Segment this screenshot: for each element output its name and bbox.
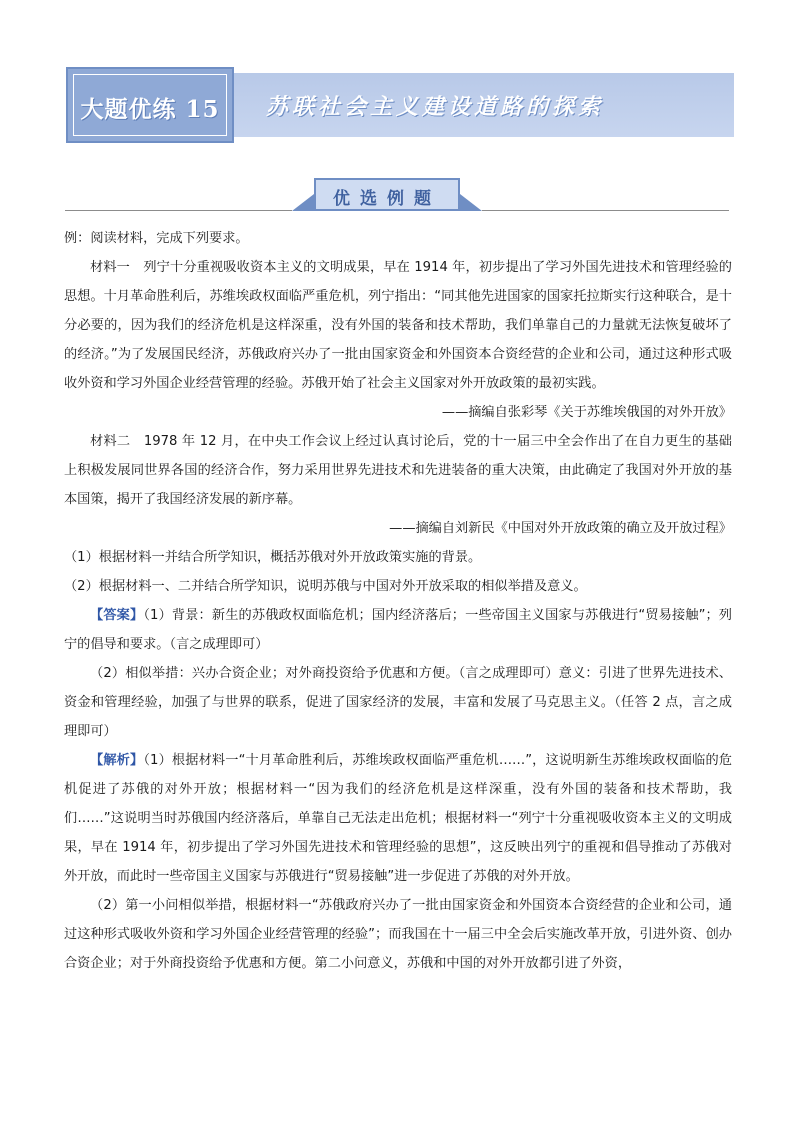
analysis-two: （2）第一小问相似举措，根据材料一“苏俄政府兴办了一批由国家资金和外国资本合资经营的企业和公司，通过这种形式吸收外资和学习外国企业经营管理的经验”；而我国在十一届三中全会后实施改革开放，引进外资、创办合资企业；对于外商投资给予优惠和方便。第二小问意义，苏俄和中国的对外开放都引进了外资， xyxy=(64,898,732,971)
answer-one-paragraph xyxy=(64,601,732,659)
question-one: （1）根据材料一并结合所学知识，概括苏俄对外开放政策实施的背景。 xyxy=(64,550,482,565)
section-title-box xyxy=(314,178,460,211)
source-one: ——摘编自张彩琴《关于苏维埃俄国的对外开放》 xyxy=(441,405,732,420)
analysis-one: （1）根据材料一“十月革命胜利后，苏维埃政权面临严重危机……”，这说明新生苏维埃政权面临的危机促进了苏俄的对外开放；根据材料一“因为我们的经济危机是这样深重，没有外国的装备和技术帮助，我们……”这说明当时苏俄国内经济落后，单靠自己无法走出危机；根据材料一“列宁十分重视吸收资本主义的文明成果，早在 1914 年，初步提出了学习外国先进技术和管理经验的思想”，这反映出列宁的重视和倡导推动了苏俄对外开放，而此时一些帝国主义国家与苏俄进行“贸易接触”进一步促进了苏俄的对外开放。 xyxy=(64,753,733,884)
document-body xyxy=(64,224,732,978)
topic-title-bar xyxy=(234,73,734,137)
source-two: ——摘编自刘新民《中国对外开放政策的确立及开放过程》 xyxy=(389,521,732,536)
analysis-one-paragraph xyxy=(64,746,732,891)
material-two: 材料二 1978 年 12 月，在中央工作会议上经过认真讨论后，党的十一届三中全会作出了在自力更生的基础上积极发展同世界各国的经济合作，努力采用世界先进技术和先进装备的重大决策，由此确定了我国对外开放的基本国策，揭开了我国经济发展的新序幕。 xyxy=(64,434,732,507)
question-two: （2）根据材料一、二并结合所学知识，说明苏俄与中国对外开放采取的相似举措及意义。 xyxy=(64,579,587,594)
analysis-tag: 【解析】 xyxy=(90,753,144,768)
answer-two: （2）相似举措：兴办合资企业；对外商投资给予优惠和方便。（言之成理即可）意义：引进了世界先进技术、资金和管理经验，加强了与世界的联系，促进了国家经济的发展，丰富和发展了马克思主义。（任答 2 点，言之成理即可） xyxy=(64,666,732,739)
topic-title: 苏联社会主义建设道路的探索 xyxy=(266,94,605,120)
header-banner xyxy=(66,67,734,143)
number-label-box xyxy=(66,67,234,143)
intro-line: 例：阅读材料，完成下列要求。 xyxy=(64,231,249,246)
material-one: 材料一 列宁十分重视吸收资本主义的文明成果，早在 1914 年，初步提出了学习外国先进技术和管理经验的思想。十月革命胜利后，苏维埃政权面临严重危机，列宁指出：“同其他先进国家的国家托拉斯实行这种联合，是十分必要的，因为我们的经济危机是这样深重，没有外国的装备和技术帮助，我们单靠自己的力量就无法恢复破坏了的经济。”为了发展国民经济，苏俄政府兴办了一批由国家资金和外国资本合资经营的企业和公司，通过这种形式吸收外资和学习外国企业经营管理的经验。苏俄开始了社会主义国家对外开放政策的最初实践。 xyxy=(64,260,732,391)
number-label: 大题优练 15 xyxy=(80,96,220,123)
section-tab xyxy=(292,178,482,212)
answer-tag: 【答案】 xyxy=(90,608,144,623)
section-title: 优选例题 xyxy=(333,189,441,209)
answer-one: （1）背景：新生的苏俄政权面临危机；国内经济落后；一些帝国主义国家与苏俄进行“贸易接触”；列宁的倡导和要求。（言之成理即可） xyxy=(64,608,732,652)
section-tab-shape xyxy=(292,178,482,211)
